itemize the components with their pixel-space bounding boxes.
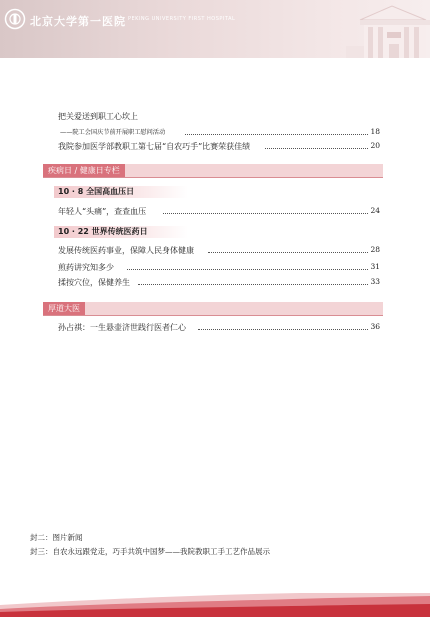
toc-page-number: 28: [370, 245, 380, 254]
toc-entry-title: 孙占祺：一生悬壶济世践行医者仁心: [58, 323, 186, 332]
hospital-seal-icon: [4, 8, 26, 30]
bottom-band: [0, 593, 430, 617]
toc-entry-title: 年轻人“头痛”，查查血压: [58, 207, 147, 216]
toc-entry-title: ——院工会国庆节前开展职工慰问活动: [60, 129, 166, 136]
dot-leader: [138, 284, 368, 285]
section-label: 厚道大医: [43, 302, 85, 315]
section-bar: [43, 302, 383, 316]
dot-leader: [127, 269, 368, 270]
school-name-en: PEKING UNIVERSITY FIRST HOSPITAL: [128, 16, 236, 22]
section-bar: [43, 164, 383, 178]
dot-leader: [163, 213, 368, 214]
toc-page-number: 18: [370, 127, 380, 136]
toc-entry-title: 把关爱送到职工心坎上: [58, 112, 138, 121]
toc-page-number: 33: [370, 277, 380, 286]
dot-leader: [208, 252, 368, 253]
dot-leader: [185, 134, 368, 135]
cover-note: 封三：自农永远跟党走，巧手共筑中国梦——我院教职工手工艺作品展示: [30, 547, 270, 556]
toc-entry-title: 揉按穴位，保健养生: [58, 278, 130, 287]
toc-entry-title: 发展传统医药事业，保障人民身体健康: [58, 246, 194, 255]
dot-leader: [198, 329, 368, 330]
toc-page-number: 20: [370, 141, 380, 150]
subsection-heading: 10 · 22 世界传统医药日: [54, 226, 188, 238]
section-label: 疾病日 / 健康日专栏: [43, 164, 125, 177]
toc-page-number: 31: [370, 262, 380, 271]
toc-page-number: 24: [370, 206, 380, 215]
subsection-heading: 10 · 8 全国高血压日: [54, 186, 188, 198]
toc-entry-title: 煎药讲究知多少: [58, 263, 114, 272]
cover-note: 封二：图片新闻: [30, 533, 83, 542]
school-name: 北京大学第一医院: [30, 15, 126, 28]
dot-leader: [265, 148, 368, 149]
toc-page-number: 36: [370, 322, 380, 331]
hospital-building-icon: [346, 0, 430, 58]
page-header: [0, 0, 430, 58]
toc-entry-title: 我院参加医学部教职工第七届“自农巧手”比赛荣获佳绩: [58, 142, 251, 151]
